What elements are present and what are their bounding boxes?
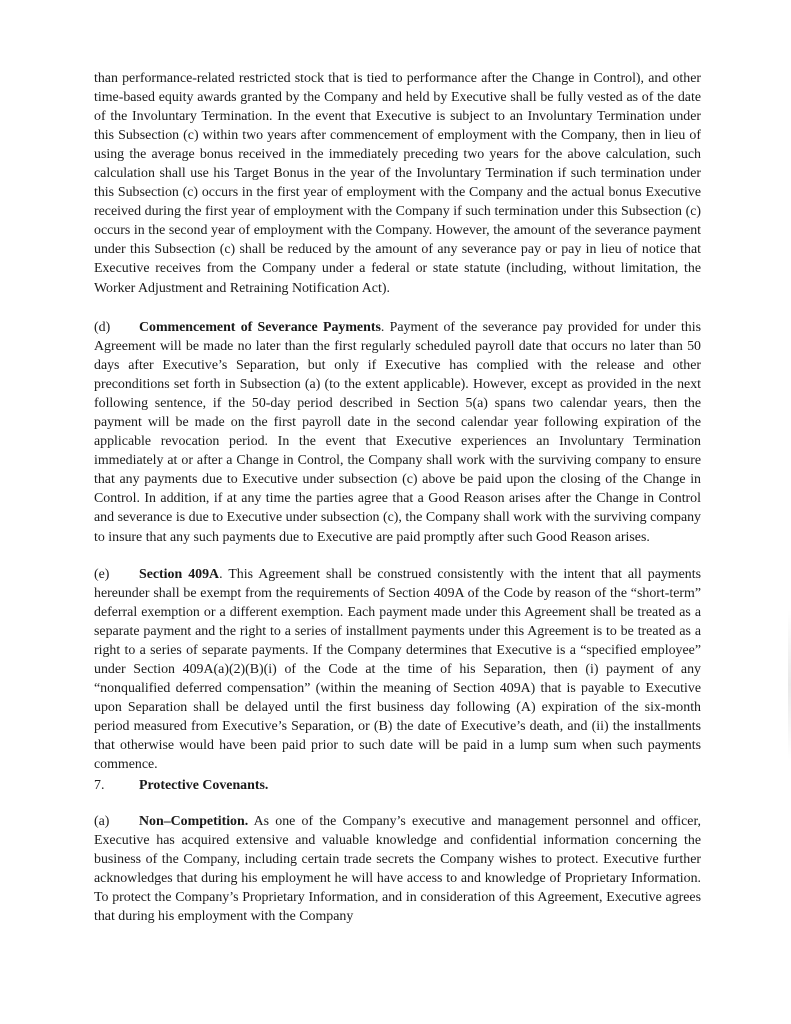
- section-body: . This Agreement shall be construed consistently with the intent that all payments hereunder shall be exempt from the requirements of Section 409A of the Code by reason of the “short-term” deferral exemption or a different exemption. Each payment made under this Agreement shall be treated as a separate payment and the right to a series of installment payments under this Agreement is to be treated as a right to a series of separate payments. If the Company determines that Executive is a “specified employee” under Section 409A(a)(2)(B)(i) of the Code at the time of his Separation, then (i) payment of any “nonqualified deferred compensation” (within the meaning of Section 409A) that is payable to Executive upon Separation shall be delayed until the first business day following (A) expiration of the six-month period measured from Executive’s Separation, or (B) the date of Executive’s death, and (ii) the installments that otherwise would have been paid prior to such date will be paid in a lump sum when such payments commence.: [94, 567, 701, 773]
- section-heading: Protective Covenants.: [139, 778, 269, 793]
- section-heading: Commencement of Severance Payments: [139, 320, 381, 335]
- paragraph-non-competition: [94, 812, 701, 926]
- section-number: (e): [94, 567, 110, 582]
- section-body: . Payment of the severance pay provided for under this Agreement will be made no later than the first regularly scheduled payroll date that occurs no later than 50 days after Executive’s Separation, but only if Executive has complied with the release and other preconditions set forth in Subsection (a) (to the extent applicable). However, except as provided in the next following sentence, if the 50-day period described in Section 5(a) spans two calendar years, then the payment will be made on the first payroll date in the second calendar year following expiration of the applicable revocation period. In the event that Executive experiences an Involuntary Termination immediately at or after a Change in Control, the Company shall work with the surviving company to ensure that any payments due to Executive under subsection (c) above be paid upon the closing of the Change in Control. In addition, if at any time the parties agree that a Good Reason arises after the Change in Control and severance is due to Executive under subsection (c), the Company shall work with the surviving company to insure that any such payments due to Executive are paid promptly after such Good Reason arises.: [94, 320, 702, 545]
- paragraph-section-409a: [94, 565, 701, 775]
- section-number: 7.: [94, 778, 105, 793]
- section-number: (a): [94, 814, 110, 829]
- heading-protective-covenants: [94, 776, 701, 795]
- section-heading: Section 409A: [139, 567, 220, 582]
- paragraph-commencement-of-severance: [94, 318, 701, 547]
- paragraph-severance-continued: than performance-related restricted stock that is tied to performance after the Change in Control), and other time-based equity awards granted by the Company and held by Executive shall be fully vested as of the date of the Involuntary Termination. In the event that Executive is subject to an Involuntary Termination under this Subsection (c) within two years after commencement of employment with the Company, then in lieu of using the average bonus received in the immediately preceding two years for the above calculation, such calculation shall use his Target Bonus in the year of the Involuntary Termination if such termination under this Subsection (c) occurs in the first year of employment with the Company and the actual bonus Executive received during the first year of employment with the Company if such termination under this Subsection (c) occurs in the second year of employment with the Company. However, the amount of the severance payment under this Subsection (c) shall be reduced by the amount of any severance pay or pay in lieu of notice that Executive receives from the Company under a federal or state statute (including, without limitation, the Worker Adjustment and Retraining Notification Act).: [94, 71, 701, 296]
- section-number: (d): [94, 320, 111, 335]
- section-heading: Non–Competition.: [139, 814, 249, 829]
- section-body: As one of the Company’s executive and management personnel and officer, Executive has acquired extensive and valuable knowledge and confidential information concerning the business of the Company, including certain trade secrets the Company wishes to protect. Executive further acknowledges that during his employment he will have access to and knowledge of Proprietary Information. To protect the Company’s Proprietary Information, and in consideration of this Agreement, Executive agrees that during his employment with the Company: [94, 814, 701, 925]
